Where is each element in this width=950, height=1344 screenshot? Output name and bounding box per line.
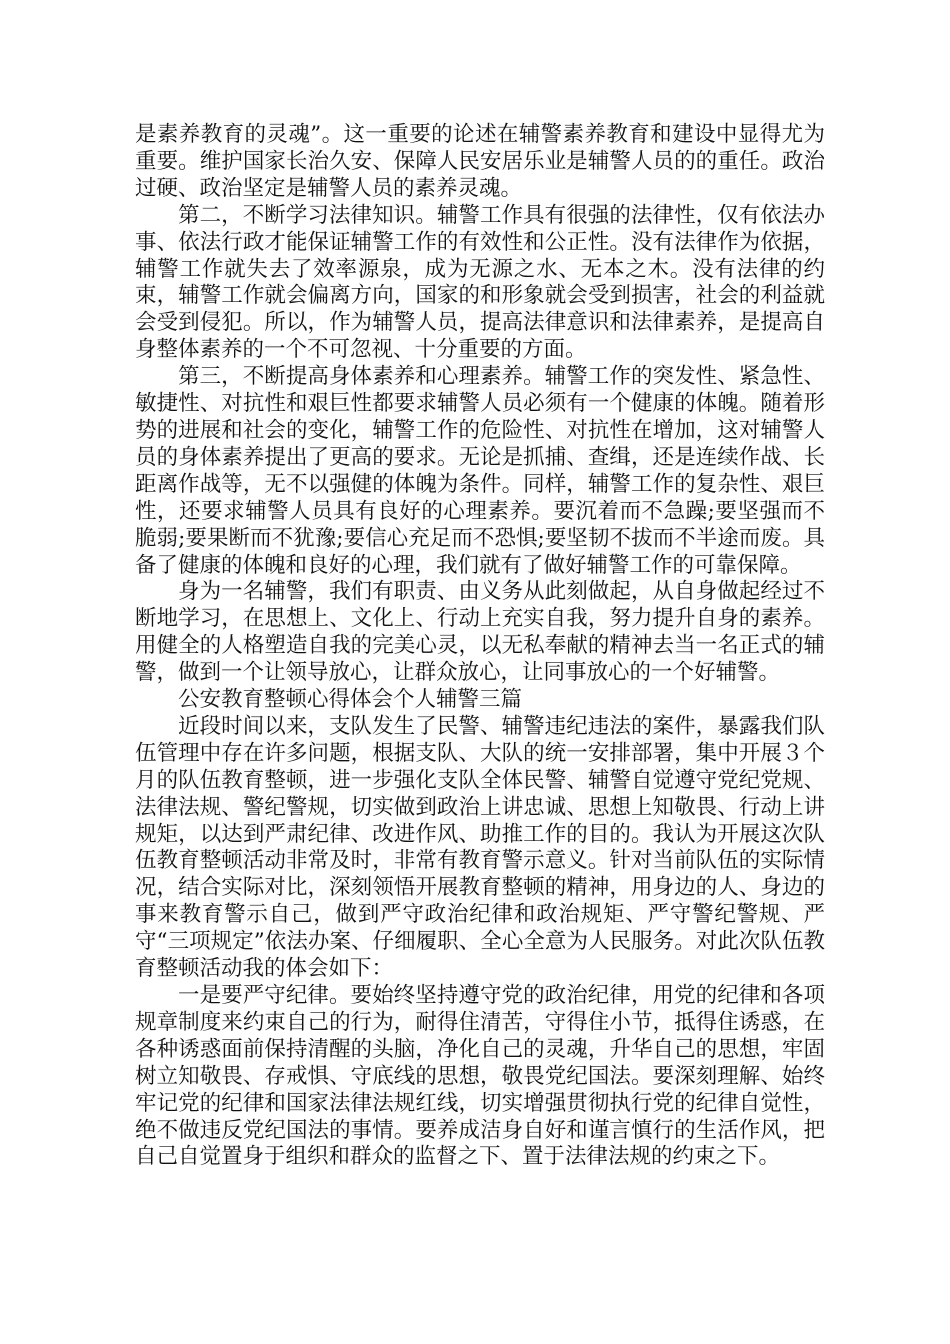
paragraph-3: 第三，不断提高身体素养和心理素养。辅警工作的突发性、紧急性、敏捷性、对抗性和艰巨性都要求辅警人员必须有一个健康的体魄。随着形势的进展和社会的变化，辅警工作的危险性、对抗性在增加，这对辅警人员的身体素养提出了更高的要求。无论是抓捕、查缉，还是连续作战、长距离作战等，无不以强健的体魄为条件。同样，辅警工作的复杂性、艰巨性，还要求辅警人员具有良好的心理素养。要沉着而不急躁;要坚强而不脆弱;要果断而不犹豫;要信心充足而不恐惧;要坚韧不拔而不半途而废。具备了健康的体魄和良好的心理，我们就有了做好辅警工作的可靠保障。 [135, 364, 825, 578]
section-heading: 公安教育整顿心得体会个人辅警三篇 [178, 687, 523, 713]
paragraph-1: 是素养教育的灵魂”。这一重要的论述在辅警素养教育和建设中显得尤为重要。维护国家长治久安、保障人民安居乐业是辅警人员的的重任。政治过硬、政治坚定是辅警人员的素养灵魂。 [135, 122, 825, 201]
document-body [135, 122, 825, 1171]
paragraph-5: 近段时间以来，支队发生了民警、辅警违纪违法的案件，暴露我们队伍管理中存在许多问题，根据支队、大队的统一安排部署，集中开展３个月的队伍教育整顿，进一步强化支队全体民警、辅警自觉遵守党纪党规、法律法规、警纪警规，切实做到政治上讲忠诚、思想上知敬畏、行动上讲规矩，以达到严肃纪律、改进作风、助推工作的目的。我认为开展这次队伍教育整顿活动非常及时，非常有教育警示意义。针对当前队伍的实际情况，结合实际对比，深刻领悟开展教育整顿的精神，用身边的人、身边的事来教育警示自己，做到严守政治纪律和政治规矩、严守警纪警规、严守“三项规定”依法办案、仔细履职、全心全意为人民服务。对此次队伍教育整顿活动我的体会如下： [135, 713, 825, 982]
paragraph-2: 第二，不断学习法律知识。辅警工作具有很强的法律性，仅有依法办事、依法行政才能保证辅警工作的有效性和公正性。没有法律作为依据，辅警工作就失去了效率源泉，成为无源之水、无本之木。没有法律的约束，辅警工作就会偏离方向，国家的和形象就会受到损害，社会的利益就会受到侵犯。所以，作为辅警人员，提高法律意识和法律素养，是提高自身整体素养的一个不可忽视、十分重要的方面。 [135, 202, 825, 363]
paragraph-4: 身为一名辅警，我们有职责、由义务从此刻做起，从自身做起经过不断地学习，在思想上、文化上、行动上充实自我，努力提升自身的素养。用健全的人格塑造自我的完美心灵，以无私奉献的精神去当一名正式的辅警，做到一个让领导放心，让群众放心，让同事放心的一个好辅警。 [135, 579, 825, 686]
paragraph-6: 一是要严守纪律。要始终坚持遵守党的政治纪律，用党的纪律和各项规章制度来约束自己的行为，耐得住清苦，守得住小节，抵得住诱惑，在各种诱惑面前保持清醒的头脑，净化自己的灵魂，升华自己的思想，牢固树立知敬畏、存戒惧、守底线的思想，敬畏党纪国法。要深刻理解、始终牢记党的纪律和国家法律法规红线，切实增强贯彻执行党的纪律自觉性，绝不做违反党纪国法的事情。要养成洁身自好和谨言慎行的生活作风，把自己自觉置身于组织和群众的监督之下、置于法律法规的约束之下。 [135, 983, 825, 1170]
